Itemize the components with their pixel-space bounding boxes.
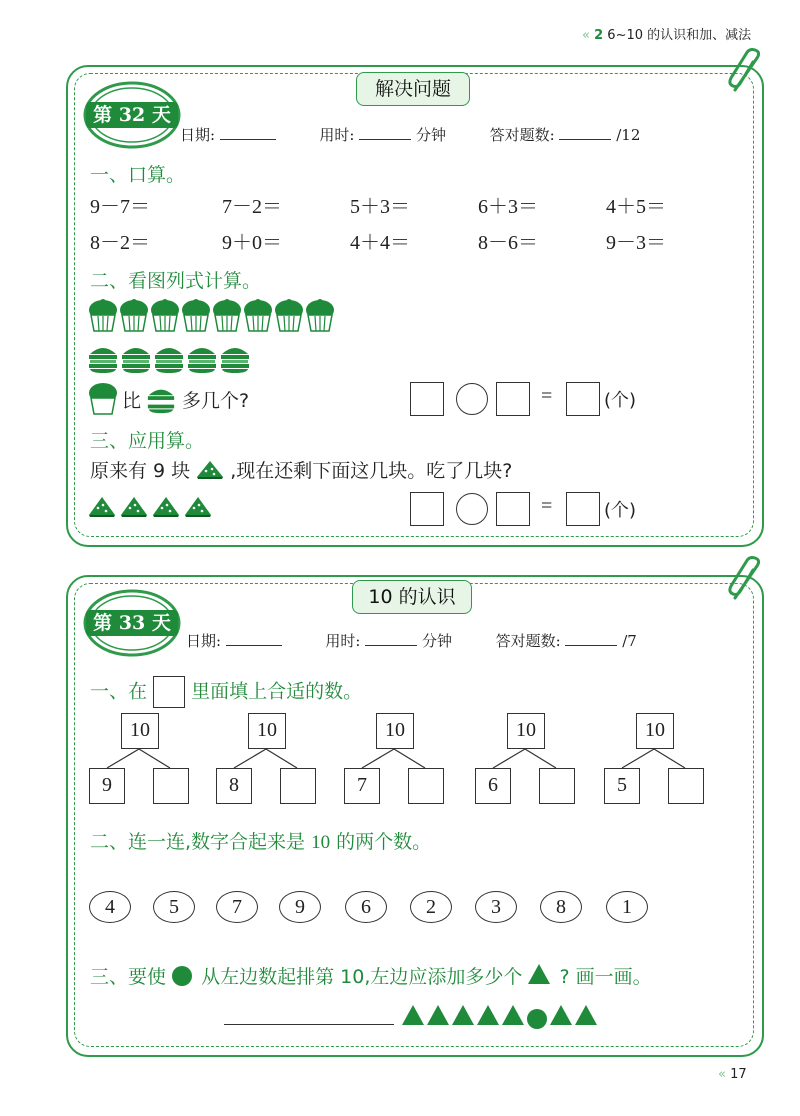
- green-dot-icon: [172, 966, 192, 986]
- number-oval[interactable]: 4: [89, 891, 131, 923]
- score-label: 答对题数:: [489, 126, 555, 144]
- heading-a: 一、在: [90, 680, 148, 703]
- time-label: 用时:: [325, 632, 361, 650]
- tree-answer-box[interactable]: [408, 768, 444, 804]
- day32-badge-label: 第 32 天: [93, 104, 171, 126]
- score-label: 答对题数:: [495, 632, 561, 650]
- arith-item: 4＋4＝: [350, 232, 410, 254]
- day32-title: 解决问题: [356, 72, 470, 106]
- arith-item: 7－2＝: [222, 196, 282, 218]
- arith-item: 5＋3＝: [350, 196, 410, 218]
- tree-left-value: 7: [357, 774, 367, 796]
- triangle-icon: [427, 1005, 449, 1025]
- triangle-icon: [402, 1005, 424, 1025]
- number-oval[interactable]: 9: [279, 891, 321, 923]
- unit-label: (个): [604, 390, 637, 411]
- triangle-icon: [575, 1005, 597, 1025]
- day33-title: 10 的认识: [352, 580, 472, 614]
- chapter-title: 6~10 的认识和加、减法: [607, 28, 752, 43]
- tree-left-value: 5: [617, 774, 627, 796]
- day32-sec2-heading: 二、看图列式计算。: [90, 270, 262, 292]
- arith-item: 9－7＝: [90, 196, 150, 218]
- score-total: /7: [622, 632, 637, 650]
- heading-a: 三、要使: [90, 966, 167, 988]
- number-oval[interactable]: 5: [153, 891, 195, 923]
- tree-left-value: 6: [488, 774, 498, 796]
- number-oval[interactable]: 7: [216, 891, 258, 923]
- tree-top-value: 10: [516, 719, 536, 741]
- day33-sec3-heading: [90, 962, 652, 989]
- arith-item: 9－3＝: [606, 232, 666, 254]
- triangle-icon: [550, 1005, 572, 1025]
- tree-answer-box[interactable]: [280, 768, 316, 804]
- heading-b: 从左边数起排第 10,左边应添加多少个: [201, 966, 523, 988]
- day33-badge-label: 第 33 天: [93, 612, 171, 634]
- word-problem-b: ,现在还剩下面这几块。吃了几块?: [230, 460, 513, 482]
- circle-icon: [527, 1009, 547, 1029]
- triangle-icon: [452, 1005, 474, 1025]
- tree-left-value: 9: [102, 774, 112, 796]
- chapter-number: 2: [594, 28, 604, 43]
- time-unit: 分钟: [422, 632, 453, 650]
- score-total: /12: [616, 126, 641, 144]
- day32-sec3-heading: 三、应用算。: [90, 430, 205, 452]
- green-triangle-icon: [528, 964, 550, 984]
- heading-b: 里面填上合适的数。: [191, 680, 363, 703]
- number-oval[interactable]: 1: [606, 891, 648, 923]
- unit-label: (个): [604, 500, 637, 521]
- shape-sequence: [402, 1005, 600, 1027]
- word-problem-a: 原来有 9 块: [90, 460, 191, 482]
- number-oval[interactable]: 6: [345, 891, 387, 923]
- tree-left-value: 8: [229, 774, 239, 796]
- tree-top-value: 10: [257, 719, 277, 741]
- compare-word: 比: [122, 390, 142, 412]
- time-unit: 分钟: [416, 126, 447, 144]
- heading-c: ? 画一画。: [559, 966, 652, 988]
- equals-sign: =: [541, 385, 553, 407]
- arith-item: 9＋0＝: [222, 232, 282, 254]
- triangle-icon: [502, 1005, 524, 1025]
- arith-item: 6＋3＝: [478, 196, 538, 218]
- heading-num: 10: [311, 832, 331, 853]
- drawing-answer-line[interactable]: [224, 1024, 394, 1025]
- date-label: 日期:: [180, 126, 216, 144]
- chevron-icon: «: [718, 1067, 726, 1082]
- equals-sign: =: [541, 495, 553, 517]
- heading-a: 二、连一连,数字合起来是: [90, 831, 306, 853]
- time-label: 用时:: [319, 126, 355, 144]
- heading-b: 的两个数。: [336, 831, 432, 853]
- tree-answer-box[interactable]: [668, 768, 704, 804]
- number-oval[interactable]: 3: [475, 891, 517, 923]
- day33-sec2-heading: [90, 827, 431, 854]
- chevron-icon: «: [582, 28, 590, 43]
- day32-sec1-heading: 一、口算。: [90, 164, 186, 186]
- date-label: 日期:: [186, 632, 222, 650]
- page-number: 17: [730, 1067, 747, 1082]
- tree-answer-box[interactable]: [153, 768, 189, 804]
- tree-answer-box[interactable]: [539, 768, 575, 804]
- number-oval[interactable]: 8: [540, 891, 582, 923]
- tree-top-value: 10: [385, 719, 405, 741]
- arith-item: 4＋5＝: [606, 196, 666, 218]
- tree-top-value: 10: [645, 719, 665, 741]
- triangle-icon: [477, 1005, 499, 1025]
- arith-item: 8－6＝: [478, 232, 538, 254]
- page-footer: [718, 1067, 747, 1082]
- question-rest: 多几个?: [182, 390, 250, 412]
- arith-item: 8－2＝: [90, 232, 150, 254]
- tree-top-value: 10: [130, 719, 150, 741]
- number-oval[interactable]: 2: [410, 891, 452, 923]
